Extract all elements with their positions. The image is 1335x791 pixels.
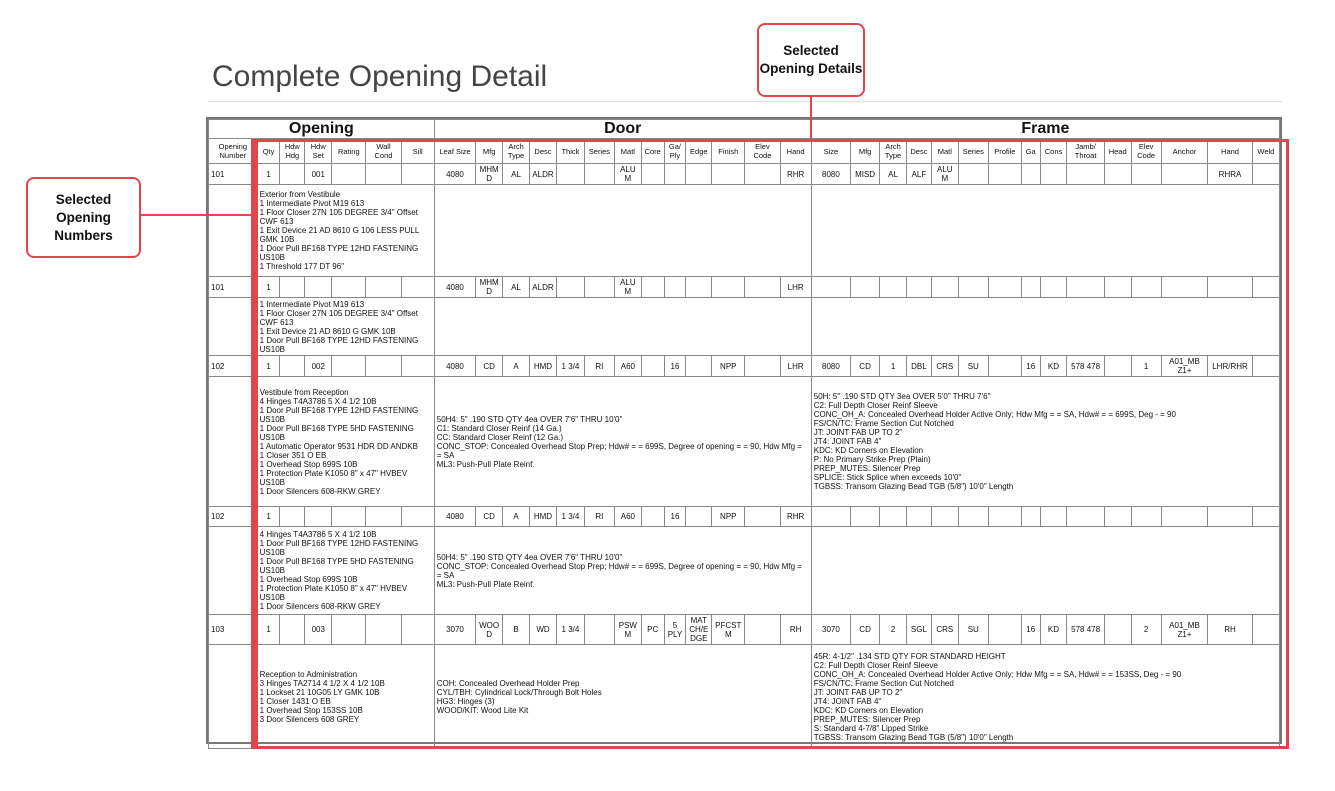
selected-opening-numbers-callout [26,177,141,258]
column-header-opening-1: Qty [257,139,280,164]
opening-number-cell: 103 [209,615,258,645]
frame-cell: RH [1208,615,1253,645]
door-cell: CD [476,356,503,377]
column-header-door-9: Edge [686,139,712,164]
frame-cell: SGL [907,615,932,645]
frame-cell [988,615,1021,645]
frame-cell [811,277,850,298]
opening-detail-table [208,119,1280,749]
door-cell: HMD [530,356,557,377]
opening-hardware-notes: Vestibule from Reception 4 Hinges T4A3786 5 X 4 1/2 10B 1 Door Pull BF168 TYPE 12HD FASTENING US10B 1 Door Pull BF168 TYPE 5HD FASTENING US10B 1 Automatic Operator 9531 HDR DD ANDKB 1 Closer 351 O EB 1 Overhead Stop 699S 10B 1 Protection Plate K1050 8" x 47" HVBEV US10B 1 Door Silencers 608-RKW GREY [257,377,434,507]
door-cell: 1 3/4 [556,615,584,645]
group-header-opening: Opening [209,120,435,139]
door-cell: PC [641,615,664,645]
frame-cell: SU [958,615,988,645]
table-row[interactable] [209,507,1280,527]
column-header-frame-0: Size [811,139,850,164]
door-cell: ALDR [530,277,557,298]
column-header-frame-9: Jamb/ Throat [1067,139,1104,164]
frame-hardware-notes [811,298,1279,356]
table-row-notes [209,185,1280,277]
column-header-row [209,139,1280,164]
frame-cell: 1 [880,356,907,377]
column-header-door-4: Thick [556,139,584,164]
door-cell: 5 PLY [664,615,686,645]
selected-opening-details-callout [757,23,865,97]
column-header-door-12: Hand [780,139,811,164]
frame-cell: 1 [1131,356,1161,377]
opening-cell [280,507,305,527]
column-header-door-6: Matl [614,139,641,164]
door-cell: A [503,507,530,527]
door-cell [664,164,686,185]
column-header-door-5: Series [584,139,614,164]
frame-cell: 16 [1021,356,1040,377]
opening-cell [332,615,366,645]
door-cell: MAT CH/E DGE [686,615,712,645]
opening-cell [280,164,305,185]
opening-cell [366,164,401,185]
opening-cell: 1 [257,507,280,527]
frame-cell [988,507,1021,527]
frame-cell [1104,277,1131,298]
page-title: Complete Opening Detail [212,60,548,93]
frame-cell [1067,507,1104,527]
opening-cell [401,507,434,527]
frame-cell [1104,164,1131,185]
frame-cell [1161,507,1208,527]
opening-number-cell: 102 [209,507,258,527]
table-row[interactable] [209,356,1280,377]
door-cell [686,356,712,377]
frame-hardware-notes [811,527,1279,615]
frame-cell [931,277,958,298]
opening-cell [305,507,332,527]
door-cell: A [503,356,530,377]
frame-cell [1161,164,1208,185]
door-cell: AL [503,164,530,185]
column-header-door-8: Ga/ Ply [664,139,686,164]
door-cell: 16 [664,356,686,377]
opening-cell [305,277,332,298]
frame-cell [988,356,1021,377]
frame-hardware-notes [811,185,1279,277]
door-cell: 4080 [434,356,475,377]
group-header-frame: Frame [811,120,1279,139]
opening-number-cell: 102 [209,356,258,377]
column-header-opening-6: Sill [401,139,434,164]
door-cell [745,615,780,645]
column-header-frame-1: Mfg [851,139,880,164]
door-cell: MHM D [476,277,503,298]
door-cell [641,507,664,527]
frame-cell: CD [851,356,880,377]
frame-cell [1040,277,1067,298]
door-cell: HMD [530,507,557,527]
frame-cell [880,277,907,298]
opening-cell [366,277,401,298]
details-callout-label: Selected Opening Details [759,43,863,76]
door-cell: 3070 [434,615,475,645]
frame-cell [907,507,932,527]
door-cell [556,277,584,298]
frame-cell [1208,277,1253,298]
frame-cell: CD [851,615,880,645]
door-cell [745,507,780,527]
door-cell: WD [530,615,557,645]
opening-cell [280,356,305,377]
door-cell [686,507,712,527]
opening-cell [401,356,434,377]
frame-cell [958,164,988,185]
column-header-frame-3: Desc [907,139,932,164]
door-cell: A60 [614,356,641,377]
numbers-callout-connector [137,214,253,216]
frame-cell: SU [958,356,988,377]
frame-cell [1161,277,1208,298]
table-row-notes [209,645,1280,749]
frame-cell: 2 [1131,615,1161,645]
door-cell: RI [584,356,614,377]
door-cell: 16 [664,507,686,527]
column-header-opening-5: Wall Cond [366,139,401,164]
door-cell [664,277,686,298]
table-row[interactable] [209,277,1280,298]
door-cell [686,277,712,298]
opening-cell [280,277,305,298]
door-cell [584,277,614,298]
frame-cell: A01_MB Z1+ [1161,356,1208,377]
frame-cell: 8080 [811,164,850,185]
frame-cell: 3070 [811,615,850,645]
opening-hardware-notes: 1 Intermediate Pivot M19 613 1 Floor Closer 27N 105 DEGREE 3/4" Offset CWF 613 1 Exit Device 21 AD 8610 G GMK 10B 1 Door Pull BF168 TYPE 12HD FASTENING US10B [257,298,434,356]
frame-cell [1252,615,1279,645]
column-header-door-11: Elev Code [745,139,780,164]
frame-cell [811,507,850,527]
door-cell: NPP [712,507,745,527]
opening-number-spacer [209,185,258,277]
table-row[interactable] [209,615,1280,645]
column-header-frame-2: Arch Type [880,139,907,164]
door-cell [584,164,614,185]
frame-cell: ALU M [931,164,958,185]
column-header-frame-11: Elev Code [1131,139,1161,164]
door-hardware-notes: COH: Concealed Overhead Holder Prep CYL/TBH: Cylindrical Lock/Through Bolt Holes HG3: Hinges (3) WOOD/KIT: Wood Lite Kit [434,645,811,749]
door-cell: CD [476,507,503,527]
table-row[interactable] [209,164,1280,185]
frame-cell [1104,615,1131,645]
door-cell: RHR [780,507,811,527]
door-cell: LHR [780,356,811,377]
frame-cell [1252,356,1279,377]
frame-cell [988,277,1021,298]
column-header-frame-6: Profile [988,139,1021,164]
door-cell: WOO D [476,615,503,645]
frame-cell [1040,507,1067,527]
door-cell: PFCST M [712,615,745,645]
door-hardware-notes: 50H4: 5" .190 STD QTY 4ea OVER 7'6" THRU 10'0" C1: Standard Closer Reinf (14 Ga.) CC: Standard Closer Reinf (12 Ga.) CONC_STOP: Concealed Overhead Stop Prep; Hdw# = = 699S, Degree of opening = = 90, Hdw Mfg = = SA ML3: Push-Pull Plate Reinf. [434,377,811,507]
door-cell: 4080 [434,277,475,298]
column-header-opening-4: Rating [332,139,366,164]
opening-detail-sheet [206,117,1282,744]
frame-cell [958,277,988,298]
column-header-frame-5: Series [958,139,988,164]
frame-cell: 2 [880,615,907,645]
frame-cell: 578 478 [1067,615,1104,645]
door-hardware-notes: 50H4: 5" .190 STD QTY 4ea OVER 7'6" THRU 10'0" CONC_STOP: Concealed Overhead Stop Prep; Hdw# = = 699S, Degree of opening = = 90, Hdw Mfg = = SA ML3: Push-Pull Plate Reinf. [434,527,811,615]
column-header-frame-4: Matl [931,139,958,164]
frame-cell: RHRA [1208,164,1253,185]
door-cell: RHR [780,164,811,185]
door-cell [745,356,780,377]
frame-cell [931,507,958,527]
door-cell: A60 [614,507,641,527]
column-header-opening-2: Hdw Hdg [280,139,305,164]
frame-cell [1021,507,1040,527]
door-hardware-notes [434,185,811,277]
door-cell [712,277,745,298]
opening-cell: 003 [305,615,332,645]
opening-number-cell: 101 [209,277,258,298]
opening-cell: 1 [257,164,280,185]
door-cell: PSW M [614,615,641,645]
opening-cell [366,615,401,645]
opening-cell: 1 [257,356,280,377]
frame-cell [1131,164,1161,185]
frame-cell: KD [1040,356,1067,377]
door-cell [641,164,664,185]
frame-cell: KD [1040,615,1067,645]
table-row-notes [209,298,1280,356]
opening-number-spacer [209,527,258,615]
frame-cell: CRS [931,615,958,645]
opening-cell [332,277,366,298]
door-cell [686,164,712,185]
column-header-door-3: Desc [530,139,557,164]
door-cell: NPP [712,356,745,377]
numbers-callout-label: Selected Opening Numbers [54,191,113,243]
column-header-opening-0: Opening Number [209,139,258,164]
frame-cell [1104,507,1131,527]
frame-cell [1067,164,1104,185]
opening-cell: 001 [305,164,332,185]
frame-cell: A01_MB Z1+ [1161,615,1208,645]
door-cell [745,277,780,298]
opening-hardware-notes: Exterior from Vestibule 1 Intermediate Pivot M19 613 1 Floor Closer 27N 105 DEGREE 3/4" Offset CWF 613 1 Exit Device 21 AD 8610 G 106 LESS PULL GMK 10B 1 Door Pull BF168 TYPE 12HD FASTENING US10B 1 Threshold 177 DT 96" [257,185,434,277]
opening-cell [401,615,434,645]
frame-cell: 8080 [811,356,850,377]
column-header-opening-3: Hdw Set [305,139,332,164]
opening-cell [366,356,401,377]
frame-cell [851,507,880,527]
table-row-notes [209,527,1280,615]
door-cell: LHR [780,277,811,298]
group-header-door: Door [434,120,811,139]
door-cell [584,615,614,645]
column-header-frame-7: Ga [1021,139,1040,164]
frame-hardware-notes: 50H: 5" .190 STD QTY 3ea OVER 5'0" THRU 7'6" C2: Full Depth Closer Reinf Sleeve CONC_OH_A: Concealed Overhead Holder Active Only; Hdw Mfg = = SA, Hdw# = = 699S, Deg - = 90 FS/CN/TC: Frame Section Cut Notched JT: JOINT FAB UP TO 2" JT4: JOINT FAB 4" KDC: KD Corners on Elevation P: No Primary Strike Prep (Plain) PREP_MUTES: Silencer Prep SPLICE: Stick Splice when exceeds 10'0" TGBSS: Transom Glazing Bead TGB (5/8") 10'0" Length [811,377,1279,507]
door-cell: ALDR [530,164,557,185]
column-header-door-2: Arch Type [503,139,530,164]
frame-cell [851,277,880,298]
opening-cell: 1 [257,277,280,298]
opening-cell [280,615,305,645]
column-header-door-7: Core [641,139,664,164]
column-header-frame-12: Anchor [1161,139,1208,164]
opening-cell [401,277,434,298]
door-cell [712,164,745,185]
frame-cell [1208,507,1253,527]
frame-cell: CRS [931,356,958,377]
frame-cell: AL [880,164,907,185]
door-cell: AL [503,277,530,298]
frame-cell [1252,277,1279,298]
frame-cell [988,164,1021,185]
door-cell: ALU M [614,277,641,298]
frame-cell [907,277,932,298]
frame-cell [1252,164,1279,185]
opening-hardware-notes: Reception to Administration 3 Hinges TA2714 4 1/2 X 4 1/2 10B 1 Lockset 21 10G05 LY GMK 10B 1 Closer 1431 O EB 1 Overhead Stop 153SS 10B 3 Door Silencers 608 GREY [257,645,434,749]
column-header-door-0: Leaf Size [434,139,475,164]
door-cell: B [503,615,530,645]
opening-cell [332,356,366,377]
column-header-door-10: Finish [712,139,745,164]
opening-cell [332,507,366,527]
opening-cell [332,164,366,185]
door-cell: RI [584,507,614,527]
title-divider [208,101,1282,102]
frame-cell [1040,164,1067,185]
details-callout-connector [810,94,812,140]
opening-hardware-notes: 4 Hinges T4A3786 5 X 4 1/2 10B 1 Door Pull BF168 TYPE 12HD FASTENING US10B 1 Door Pull BF168 TYPE 5HD FASTENING US10B 1 Overhead Stop 699S 10B 1 Protection Plate K1050 8" x 47" HVBEV US10B 1 Door Silencers 608-RKW GREY [257,527,434,615]
frame-cell [958,507,988,527]
door-cell: ALU M [614,164,641,185]
frame-cell [1252,507,1279,527]
frame-hardware-notes: 45R: 4-1/2" .134 STD QTY FOR STANDARD HEIGHT C2: Full Depth Closer Reinf Sleeve CONC_OH_A: Concealed Overhead Holder Active Only; Hdw Mfg = = SA, Hdw# = = 153SS, Deg - = 90 FS/CN/TC: Frame Section Cut Notched JT: JOINT FAB UP TO 2" JT4: JOINT FAB 4" KDC: KD Corners on Elevation PREP_MUTES: Silencer Prep S: Standard 4-7/8" Lipped Strike TGBSS: Transom Glazing Bead TGB (5/8") 10'0" Length [811,645,1279,749]
frame-cell [1131,277,1161,298]
door-cell: 1 3/4 [556,356,584,377]
frame-cell: DBL [907,356,932,377]
table-row-notes [209,377,1280,507]
door-cell: 4080 [434,507,475,527]
door-cell [745,164,780,185]
opening-cell: 002 [305,356,332,377]
door-hardware-notes [434,298,811,356]
door-cell: MHM D [476,164,503,185]
opening-cell: 1 [257,615,280,645]
frame-cell [1131,507,1161,527]
frame-cell [1021,164,1040,185]
frame-cell: ALF [907,164,932,185]
column-header-frame-10: Head [1104,139,1131,164]
opening-number-spacer [209,298,258,356]
frame-cell [1067,277,1104,298]
door-cell [641,356,664,377]
opening-cell [401,164,434,185]
column-header-door-1: Mfg [476,139,503,164]
frame-cell: 578 478 [1067,356,1104,377]
frame-cell: 16 [1021,615,1040,645]
opening-number-spacer [209,377,258,507]
frame-cell [1021,277,1040,298]
opening-rows [209,164,1280,749]
opening-number-cell: 101 [209,164,258,185]
door-cell: RH [780,615,811,645]
frame-cell: LHR/RHR [1208,356,1253,377]
column-header-frame-8: Cons [1040,139,1067,164]
door-cell [641,277,664,298]
opening-cell [366,507,401,527]
frame-cell [1104,356,1131,377]
door-cell: 1 3/4 [556,507,584,527]
column-header-frame-13: Hand [1208,139,1253,164]
door-cell: 4080 [434,164,475,185]
opening-number-spacer [209,645,258,749]
door-cell [556,164,584,185]
column-header-frame-14: Weld [1252,139,1279,164]
frame-cell [880,507,907,527]
frame-cell: MISD [851,164,880,185]
